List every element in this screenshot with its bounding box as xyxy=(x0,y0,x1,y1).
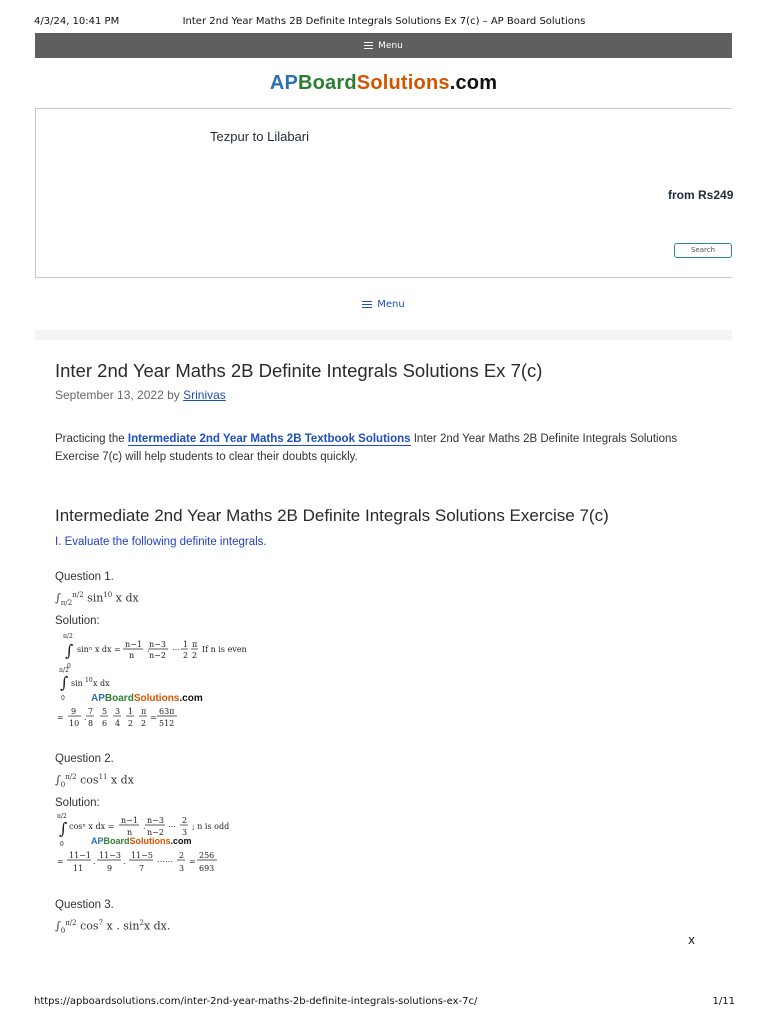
svg-text:63π: 63π xyxy=(159,706,175,716)
svg-text:∫: ∫ xyxy=(60,672,69,692)
print-doc-title: Inter 2nd Year Maths 2B Definite Integrals Solutions Ex 7(c) – AP Board Solutions xyxy=(182,16,586,27)
svg-text:APBoardSolutions.com: APBoardSolutions.com xyxy=(91,692,203,704)
svg-text:n: n xyxy=(129,650,135,660)
article-by: by xyxy=(167,388,180,402)
svg-text:⋯: ⋯ xyxy=(168,821,176,831)
svg-text:10: 10 xyxy=(69,718,80,728)
svg-text:7: 7 xyxy=(139,863,145,873)
article xyxy=(35,360,732,940)
svg-text:11−5: 11−5 xyxy=(131,850,153,860)
svg-text:11−1: 11−1 xyxy=(69,850,91,860)
print-url: https://apboardsolutions.com/inter-2nd-year-maths-2b-definite-integrals-solutions-ex-7c/ xyxy=(34,996,478,1007)
ad-title[interactable]: Tezpur to Lilabari xyxy=(210,129,309,144)
question-label: Question 2. xyxy=(55,752,114,765)
svg-text:11: 11 xyxy=(73,863,84,873)
question-3-integral: $\int_0^{\pi/2}$ $\cos^7 x$ . $\sin^2x$ dx. xyxy=(55,918,171,935)
logo-com: .com xyxy=(449,71,498,94)
svg-text:2: 2 xyxy=(182,815,188,825)
instruction-text: I. Evaluate the following definite integrals. xyxy=(55,536,267,548)
svg-text:2: 2 xyxy=(183,650,189,660)
question-3 xyxy=(55,898,712,940)
question-1-solution-image xyxy=(55,630,275,730)
question-label: Question 3. xyxy=(55,898,114,911)
svg-text:; n is odd: ; n is odd xyxy=(192,821,230,831)
close-ad-button[interactable]: x xyxy=(688,933,696,947)
svg-text:8: 8 xyxy=(88,718,94,728)
svg-text:.: . xyxy=(147,644,150,654)
divider xyxy=(35,330,732,340)
main-nav-menu[interactable] xyxy=(35,278,732,330)
svg-text:.: . xyxy=(84,712,87,722)
svg-text:If n is even: If n is even xyxy=(202,644,247,654)
intro-text-post: Inter 2nd Year Maths 2B Definite Integrals Solutions Exercise 7(c) will help students to clear their doubts quickly. xyxy=(55,433,678,463)
svg-text:1: 1 xyxy=(183,639,189,649)
logo-ap: AP xyxy=(269,71,298,94)
svg-text:1: 1 xyxy=(128,706,134,716)
advertisement[interactable] xyxy=(35,108,732,278)
question-1 xyxy=(55,570,712,730)
svg-text:2: 2 xyxy=(141,718,147,728)
svg-text:x dx: x dx xyxy=(93,678,110,688)
article-meta xyxy=(55,388,712,402)
svg-text:∫: ∫ xyxy=(65,640,74,660)
svg-text:sinⁿ x dx =: sinⁿ x dx = xyxy=(77,644,121,654)
svg-text:3: 3 xyxy=(182,827,188,837)
intro-text-pre: Practicing the xyxy=(55,433,128,445)
svg-text:2: 2 xyxy=(192,650,198,660)
author-link[interactable]: Srinivas xyxy=(183,388,226,402)
svg-text:0: 0 xyxy=(67,662,71,670)
svg-text:5: 5 xyxy=(102,706,108,716)
svg-text:π/2: π/2 xyxy=(63,632,73,640)
print-date: 4/3/24, 10:41 PM xyxy=(34,16,120,27)
svg-text:0: 0 xyxy=(61,694,65,702)
svg-text:APBoardSolutions.com: APBoardSolutions.com xyxy=(91,835,192,846)
svg-text:2: 2 xyxy=(128,718,134,728)
svg-text:n−3: n−3 xyxy=(149,639,166,649)
svg-text:3: 3 xyxy=(179,863,185,873)
svg-text:7: 7 xyxy=(88,706,94,716)
svg-text:π/2: π/2 xyxy=(59,666,69,674)
svg-text:.: . xyxy=(93,856,96,866)
nav-menu-label: Menu xyxy=(377,298,405,310)
svg-text:n−2: n−2 xyxy=(147,827,164,837)
svg-text:π: π xyxy=(141,706,147,716)
svg-text:693: 693 xyxy=(199,863,215,873)
svg-text:n: n xyxy=(127,827,133,837)
svg-text:⋯⋯: ⋯⋯ xyxy=(157,856,173,866)
svg-text:⋯: ⋯ xyxy=(172,644,180,654)
print-header xyxy=(0,16,768,30)
svg-text:=: = xyxy=(150,712,157,722)
svg-text:n−1: n−1 xyxy=(125,639,142,649)
svg-text:π: π xyxy=(192,639,198,649)
svg-text:0: 0 xyxy=(60,840,64,848)
svg-text:cosⁿ x dx =: cosⁿ x dx = xyxy=(69,821,115,831)
article-title: Inter 2nd Year Maths 2B Definite Integrals Solutions Ex 7(c) xyxy=(55,360,543,381)
question-2-solution-image xyxy=(55,812,275,876)
svg-text:10: 10 xyxy=(85,676,93,684)
question-1-integral: $\int_{\pi/2}^{\pi/2}$ $\sin^{10} x$ dx xyxy=(55,591,139,607)
section-heading: Intermediate 2nd Year Maths 2B Definite Integrals Solutions Exercise 7(c) xyxy=(55,506,609,525)
article-date: September 13, 2022 xyxy=(55,388,164,402)
svg-text:n−2: n−2 xyxy=(149,650,166,660)
site-logo[interactable] xyxy=(35,58,732,108)
page-frame xyxy=(35,33,732,993)
question-label: Question 1. xyxy=(55,571,114,583)
top-menu-bar[interactable] xyxy=(35,33,732,58)
svg-text:∫: ∫ xyxy=(59,818,68,838)
svg-text:512: 512 xyxy=(159,718,175,728)
solution-label: Solution: xyxy=(55,614,100,627)
svg-text:.: . xyxy=(123,856,126,866)
svg-text:2: 2 xyxy=(179,850,185,860)
question-2 xyxy=(55,752,712,876)
svg-text:sin: sin xyxy=(71,678,83,688)
article-intro xyxy=(55,430,712,466)
svg-text:4: 4 xyxy=(115,718,121,728)
hamburger-icon xyxy=(362,301,372,308)
textbook-solutions-link[interactable]: Intermediate 2nd Year Maths 2B Textbook Solutions xyxy=(127,433,411,445)
svg-text:=: = xyxy=(57,712,64,722)
solution-label: Solution: xyxy=(55,796,100,809)
top-menu-label: Menu xyxy=(378,40,403,51)
ad-price[interactable]: from Rs249 xyxy=(668,188,734,202)
print-page-number: 1/11 xyxy=(712,996,735,1007)
ad-search-button[interactable]: Search xyxy=(674,243,732,258)
svg-text:π/2: π/2 xyxy=(57,812,67,820)
logo-solutions: Solutions xyxy=(356,71,450,94)
svg-text:.: . xyxy=(143,821,146,831)
hamburger-icon xyxy=(364,42,373,49)
svg-text:n−1: n−1 xyxy=(121,815,138,825)
logo-board: Board xyxy=(298,71,357,94)
svg-text:9: 9 xyxy=(107,863,113,873)
svg-text:11−3: 11−3 xyxy=(99,850,121,860)
svg-text:=: = xyxy=(189,856,196,866)
svg-text:256: 256 xyxy=(199,850,215,860)
svg-text:n−3: n−3 xyxy=(147,815,164,825)
svg-text:6: 6 xyxy=(102,718,108,728)
question-2-integral: $\int_0^{\pi/2}$ $\cos^{11} x$ dx xyxy=(55,772,134,789)
svg-text:9: 9 xyxy=(71,706,77,716)
svg-text:=: = xyxy=(57,856,64,866)
svg-text:3: 3 xyxy=(115,706,121,716)
